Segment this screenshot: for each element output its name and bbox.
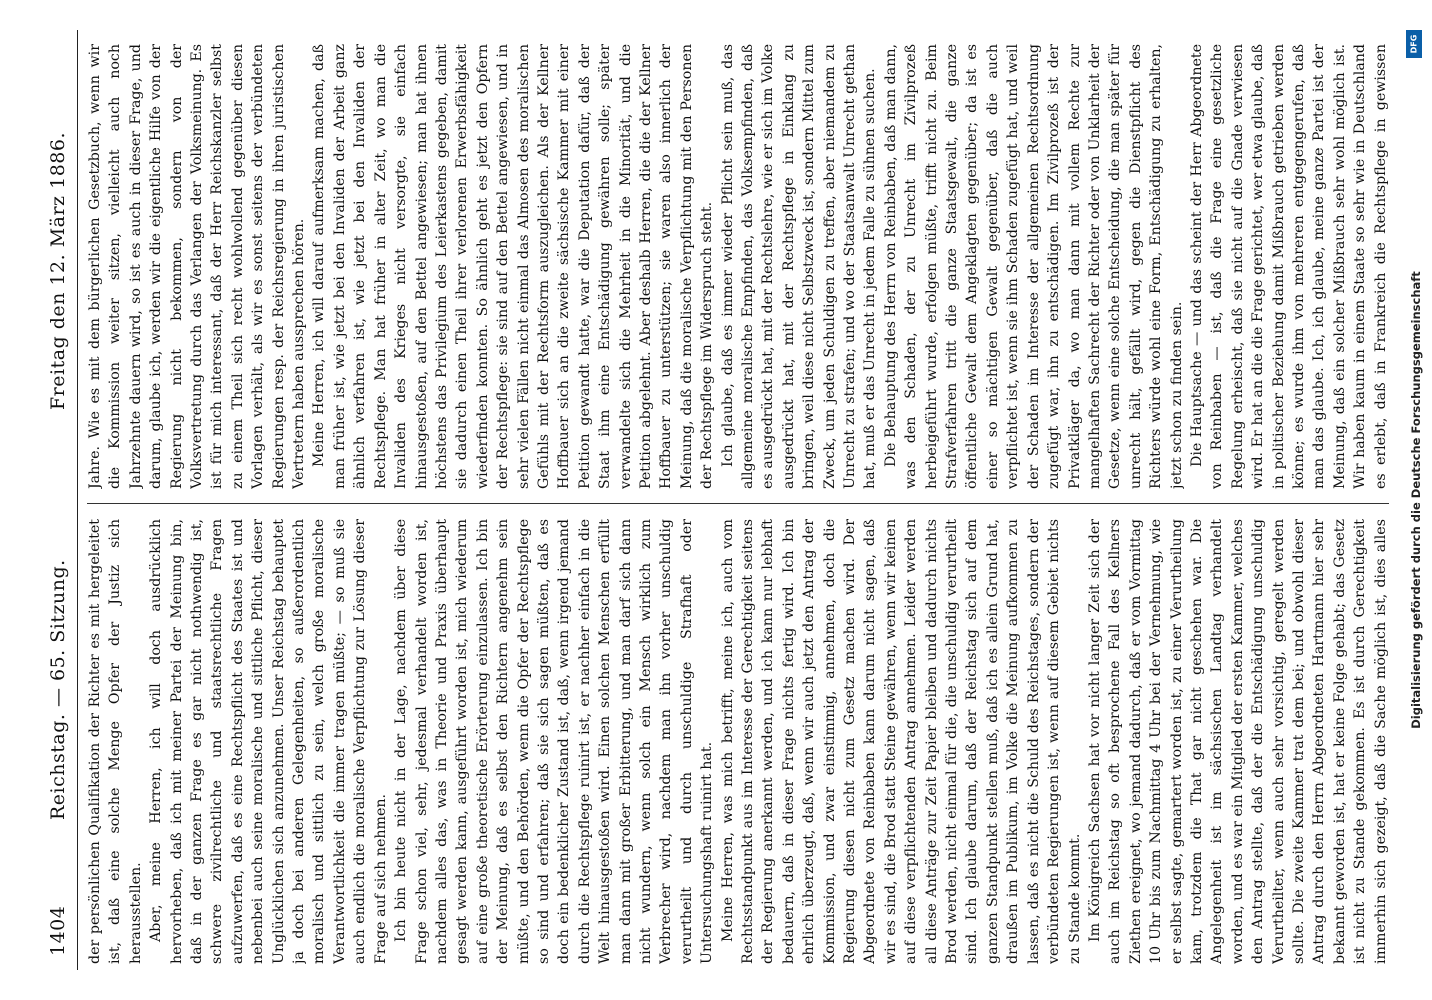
text-columns [85,30,1397,970]
paragraph: Die Behauptung des Herrn von Reinbaben, daß man dann, was den Schaden, der zu Unrecht im Zivilprozeß herbeigeführt wurde, erfolgen müßte, trifft nicht zu. Beim Strafverfahren tritt die ganze Staatsgewalt, die ganze öffentliche Gewalt dem Angeklagten gegenüber; da ist es einer so mächtigen Gewalt gegenüber, daß die auch verpflichtet ist, wenn sie ihm Schaden zugefügt hat, und weil der Schaden im Interesse der allgemeinen Rechtsordnung zugefügt war, ihn zu entschädigen. Im Zivilprozeß ist der Privatkläger da, wo man dann mit vollem Rechte zur mangelhaften Sachrecht der Richter oder von Unklarheit der Gesetze, wenn eine solche Entscheidung, die man später für unrecht hält, gefällt wird, gegen die Dienstpflicht des Richters würde wohl eine Form, Entschädigung zu erhalten, jetzt schon zu finden sein. [882,44,1185,489]
dfg-funding-note [1404,30,1428,970]
paragraph: Im Königreich Sachsen hat vor nicht langer Zeit sich der auch im Reichstag so oft besprochene Fall des Kellners Ziethen ereignet, wo jemand dadurch, daß er vom Vormittag 10 Uhr bis zum Nachmittag 4 Uhr bei der Vernehmung, wie er selbst sagte, gemartert worden ist, zu einer Verurtheilung kam, trotzdem die That gar nicht geschehen war. Die Angelegenheit ist im sächsischen Landtag verhandelt worden, und es war ein Mitglied der ersten Kammer, welches den Antrag stellte, daß der die Entschädigung unschuldig Verurtheilter, wenn auch sehr vorsichtig, geregelt werden sollte. Die zweite Kammer trat dem bei; und obwohl dieser Antrag durch den Herrn Abgeordneten Hartmann hier sehr bekannt geworden ist, hat er keine Folge gehabt; das Gesetz ist nicht zu Stande gekommen. Es ist durch Gerechtigkeit immerhin sich gezeigt, daß die Sache möglich ist, dies alles [1086,519,1389,964]
paragraph: Jahre. Wie es mit dem bürgerlichen Gesetzbuch, wenn wir die Kommission weiter sitzen, vielleicht auch noch Jahrzehnte dauern wird, so ist es auch in dieser Frage, und darum, glaube ich, werden wir die eigentliche Hilfe von der Regierung nicht bekommen, sondern von der Volksvertretung durch das Verlangen der Volksmeinung. Es ist für mich interessant, daß der Herr Reichskanzler selbst zu einem Theil sich recht wohlwollend gegenüber diesen Vorlagen verhält, als wir es sonst seitens der verbündeten Regierungen resp. der Reichsregierung in ihren juristischen Vertretern haben aussprechen hören. [87,44,308,489]
paragraph: Meine Herren, ich will darauf aufmerksam machen, daß man früher ist, wie jetzt bei den Invaliden der Arbeit ganz ähnlich verfahren ist, wie jetzt bei den Invaliden der Rechtspflege. Man hat früher in alter Zeit, wo man die Invaliden des Krieges nicht versorgte, sie einfach hinausgestoßen, auf den Bettel angewiesen; man hat ihnen höchstens das Privilegium des Leierkastens gegeben, damit sie dadurch einen Theil ihrer verlorenen Erwerbsfähigkeit wiederfinden konnten. So ähnlich geht es jetzt den Opfern der Rechtspflege: sie sind auf den Bettel angewiesen, und in sehr vielen Fällen nicht einmal das Almosen des moralischen Gefühls mit der Rechtsform auszugleichen. Als der Kellner Hoffbauer sich an die zweite sächsische Kammer mit einer Petition gewandt hatte, war die Deputation dafür, daß der Staat ihm eine Entschädigung gewähren solle; später verwandelte sich die Mehrheit in die Minorität, und die Petition abgelehnt. Aber deshalb Herren, die die der Kellner Hoffbauer zu unterstützen; sie waren also innerlich der Meinung, daß die moralische Verpflichtung mit den Personen der Rechtspflege im Widerspruch steht. [311,44,716,489]
page-header [43,30,78,970]
paragraph: Aber, meine Herren, ich will doch ausdrücklich hervorheben, daß ich mit meiner Partei der Meinung bin, daß in der ganzen Frage es gar nicht nothwendig ist, schwere zivilrechtliche und staatsrechtliche Fragen aufzuwerfen, daß es eine Rechtspflicht des Staates ist und nebenbei auch seine moralische und sittliche Pflicht, dieser Unglücklichen sich anzunehmen. Unser Reichstag behauptet ja doch bei anderen Gelegenheiten, so außerordentlich moralisch und sittlich zu sein, welch große moralische Verantwortlichkeit die immer tragen müßte; — so muß sie auch endlich die moralische Verpflichtung zur Lösung dieser Frage auf sich nehmen. [148,519,389,964]
column-divider [87,503,1389,504]
paragraph: Ich bin heute nicht in der Lage, nachdem über diese Frage schon viel, sehr, jedesmal verhandelt worden ist, nachdem alles das, was in Theorie und Praxis überhaupt gesagt werden kann, ausgeführt worden ist, mich wiederum auf eine große theoretische Erörterung einzulassen. Ich bin der Meinung, daß es selbst den Richtern angenehm sein müßte, und den Behörden, wenn die Opfer der Rechtspflege so sind und erfahren; daß sie sich sagen müßten, daß es doch ein bedenklicher Zustand ist, daß, wenn irgend jemand durch die Rechtspflege ruinirt ist, er nachher einfach in die Welt hinausgestoßen wird. Einen solchen Menschen erfüllt man dann mit großer Erbitterung, und man darf sich dann nicht wundern, wenn solch ein Mensch wirklich zum Verbrecher wird, nachdem man ihn vorher unschuldig verurtheilt und durch unschuldige Strafhaft oder Untersuchungshaft ruinirt hat. [393,519,716,964]
session-date: Freitag den 12. März 1886. [47,132,69,410]
right-column [85,44,1389,489]
rotated-newspaper-page [35,30,1397,970]
paragraph: Meine Herren, was mich betrifft, meine ich, auch vom Rechtsstandpunkt aus im Interesse der Gerechtigkeit seitens der Regierung anerkannt werden, und ich kann nur lebhaft bedauern, daß in dieser Frage nichts fertig wird. Ich bin ehrlich überzeugt, daß, wenn wir auch jetzt den Antrag der Kommission, und zwar einstimmig, annehmen, doch die Regierung diesen nicht zum Gesetz machen wird. Der Abgeordnete von Reinbaben kann darum nicht sagen, daß wir es sind, die Brod statt Steine gewähren, wenn wir keinen auf diese verpflichtenden Antrag annehmen. Leider werden all diese Anträge zur Zeit Papier bleiben und dadurch nichts Brod werden, nicht einmal für die, die unschuldig verurtheilt sind. Ich glaube darum, daß der Reichstag sich auf dem ganzen Standpunkt stellen muß, daß ich es allein Grund hat, draußen im Publikum, im Volke die Meinung aufkommen zu lassen, daß es nicht die Schuld des Reichstages, sondern der verbündeten Regierungen ist, wenn auf diesem Gebiet nichts zu Stande kommt. [719,519,1083,964]
dfg-logo: DFG [1406,30,1422,58]
paragraph: Die Hauptsache — und das scheint der Herr Abgeordnete von Reinbaben — ist, daß die Frage eine gesetzliche Regelung erheischt, daß sie nicht auf die Gnade verwiesen wird. Er hat an die die Frage gerichtet, wer etwa glaube, daß in politischer Beziehung damit Mißbrauch getrieben werden könne; es wurde ihm von mehreren entgegengerufen, daß man das glaube. Ich, ich glaube, meine ganze Partei ist der Meinung, daß ein solcher Mißbrauch sehr wohl möglich ist. Wir haben kaum in einem Staate so sehr wie in Deutschland es erlebt, daß in Frankreich die Rechtspflege in gewissen [1188,44,1389,489]
left-column [85,519,1389,964]
paragraph: Ich glaube, daß es immer wieder Pflicht sein muß, das allgemeine moralische Empfinden, das Volksempfinden, daß es ausgedrückt hat, mit der Rechtslehre, wie er sich im Volke ausgedrückt hat, mit der Rechtspflege in Einklang zu bringen, weil diese nicht Selbstzweck ist, sondern Mittel zum Zweck, um jeden Schuldigen zu treffen, aber niemandem zu Unrecht zu strafen; und wo der Staatsanwalt Unrecht gethan hat, muß er das Unrecht in jedem Falle zu sühnen suchen. [719,44,879,489]
paragraph: der persönlichen Qualifikation der Richter es mit hergeleitet ist, daß eine solche Menge Opfer der Justiz sich herausstellen. [87,519,144,964]
session-title: Reichstag. — 65. Sitzung. [47,559,69,820]
dfg-note-text: Digitalisierung gefördert durch die Deutsche Forschungsgemeinschaft [1409,271,1423,729]
page-number: 1404 [47,905,69,956]
